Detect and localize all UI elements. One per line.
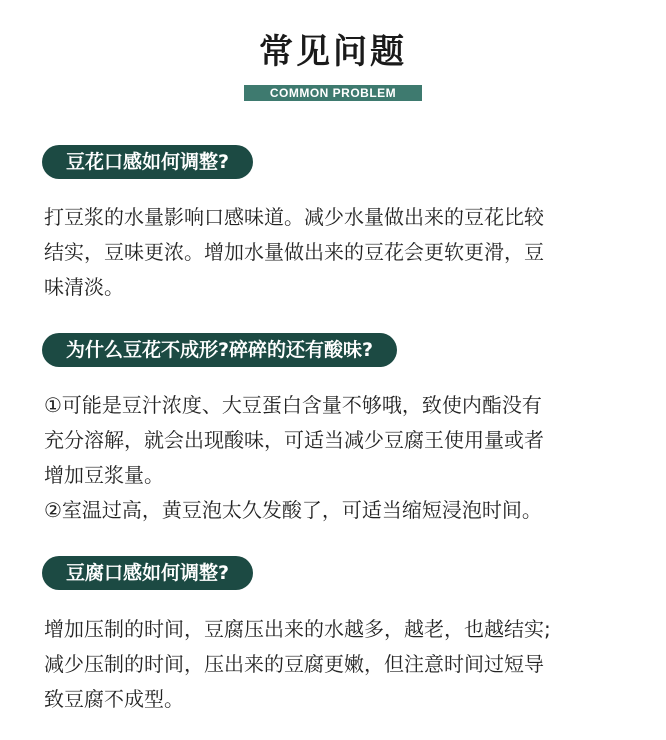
answer-line: 增加压制的时间，豆腐压出来的水越多，越老，也越结实; (44, 617, 551, 641)
answer-line: 增加豆浆量。 (44, 463, 164, 487)
answer-2 (44, 388, 634, 528)
question-heading-2: 为什么豆花不成形?碎碎的还有酸味? (42, 333, 397, 367)
answer-1 (44, 200, 634, 305)
answer-line: ①可能是豆汁浓度、大豆蛋白含量不够哦，致使内酯没有 (44, 393, 542, 417)
answer-line: 味清淡。 (44, 275, 124, 299)
question-heading-1: 豆花口感如何调整? (42, 145, 253, 179)
answer-line: 打豆浆的水量影响口感味道。减少水量做出来的豆花比较 (44, 205, 544, 229)
answer-line: 减少压制的时间，压出来的豆腐更嫩，但注意时间过短导 (44, 652, 544, 676)
answer-3 (44, 612, 634, 717)
answer-line: 充分溶解，就会出现酸味，可适当减少豆腐王使用量或者 (44, 428, 544, 452)
question-heading-3: 豆腐口感如何调整? (42, 556, 253, 590)
answer-line: 结实，豆味更浓。增加水量做出来的豆花会更软更滑，豆 (44, 240, 544, 264)
answer-line: 致豆腐不成型。 (44, 687, 184, 711)
page-subtitle: COMMON PROBLEM (244, 85, 422, 101)
page-title: 常见问题 (259, 32, 407, 72)
answer-line: ②室温过高，黄豆泡太久发酸了，可适当缩短浸泡时间。 (44, 498, 542, 522)
